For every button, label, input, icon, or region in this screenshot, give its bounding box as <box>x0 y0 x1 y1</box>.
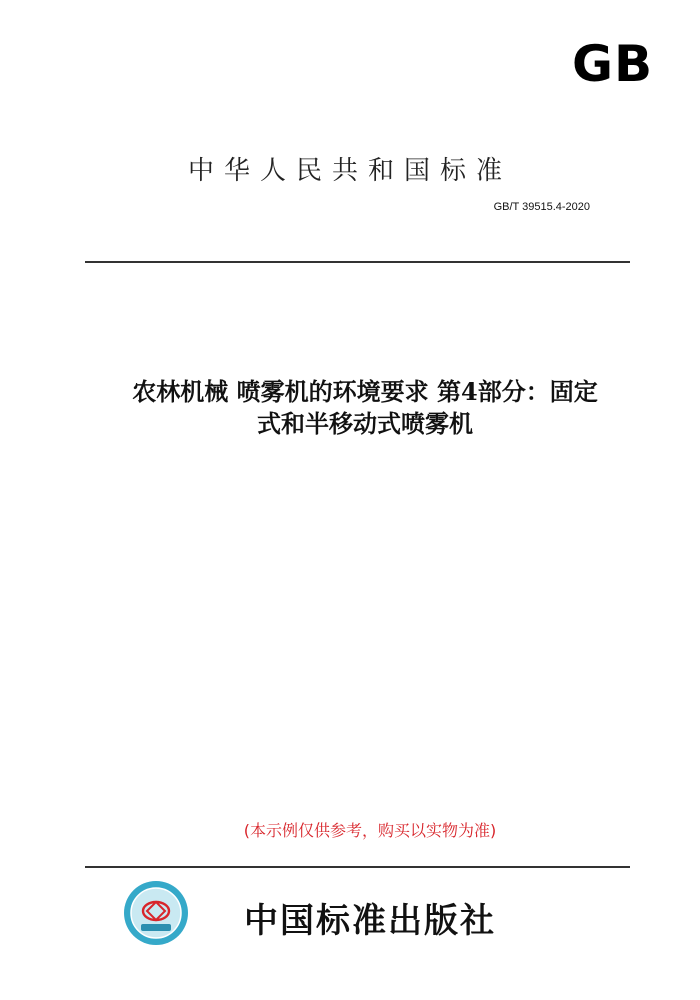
document-title <box>40 376 690 440</box>
gb-logo: GB <box>572 35 654 93</box>
sample-notice: (本示例仅供参考，购买以实物为准) <box>243 821 497 840</box>
document-title-line-1: 农林机械 喷雾机的环境要求 第4部分：固定 <box>132 377 598 406</box>
publisher-seal-icon <box>123 880 189 946</box>
document-title-line-2: 式和半移动式喷雾机 <box>257 409 473 438</box>
publisher-name: 中国标准出版社 <box>244 901 496 941</box>
standard-type-heading: 中华人民共和国标准 <box>187 156 512 186</box>
top-divider <box>85 261 630 263</box>
standard-number: GB/T 39515.4-2020 <box>493 201 590 213</box>
bottom-divider <box>85 866 630 868</box>
